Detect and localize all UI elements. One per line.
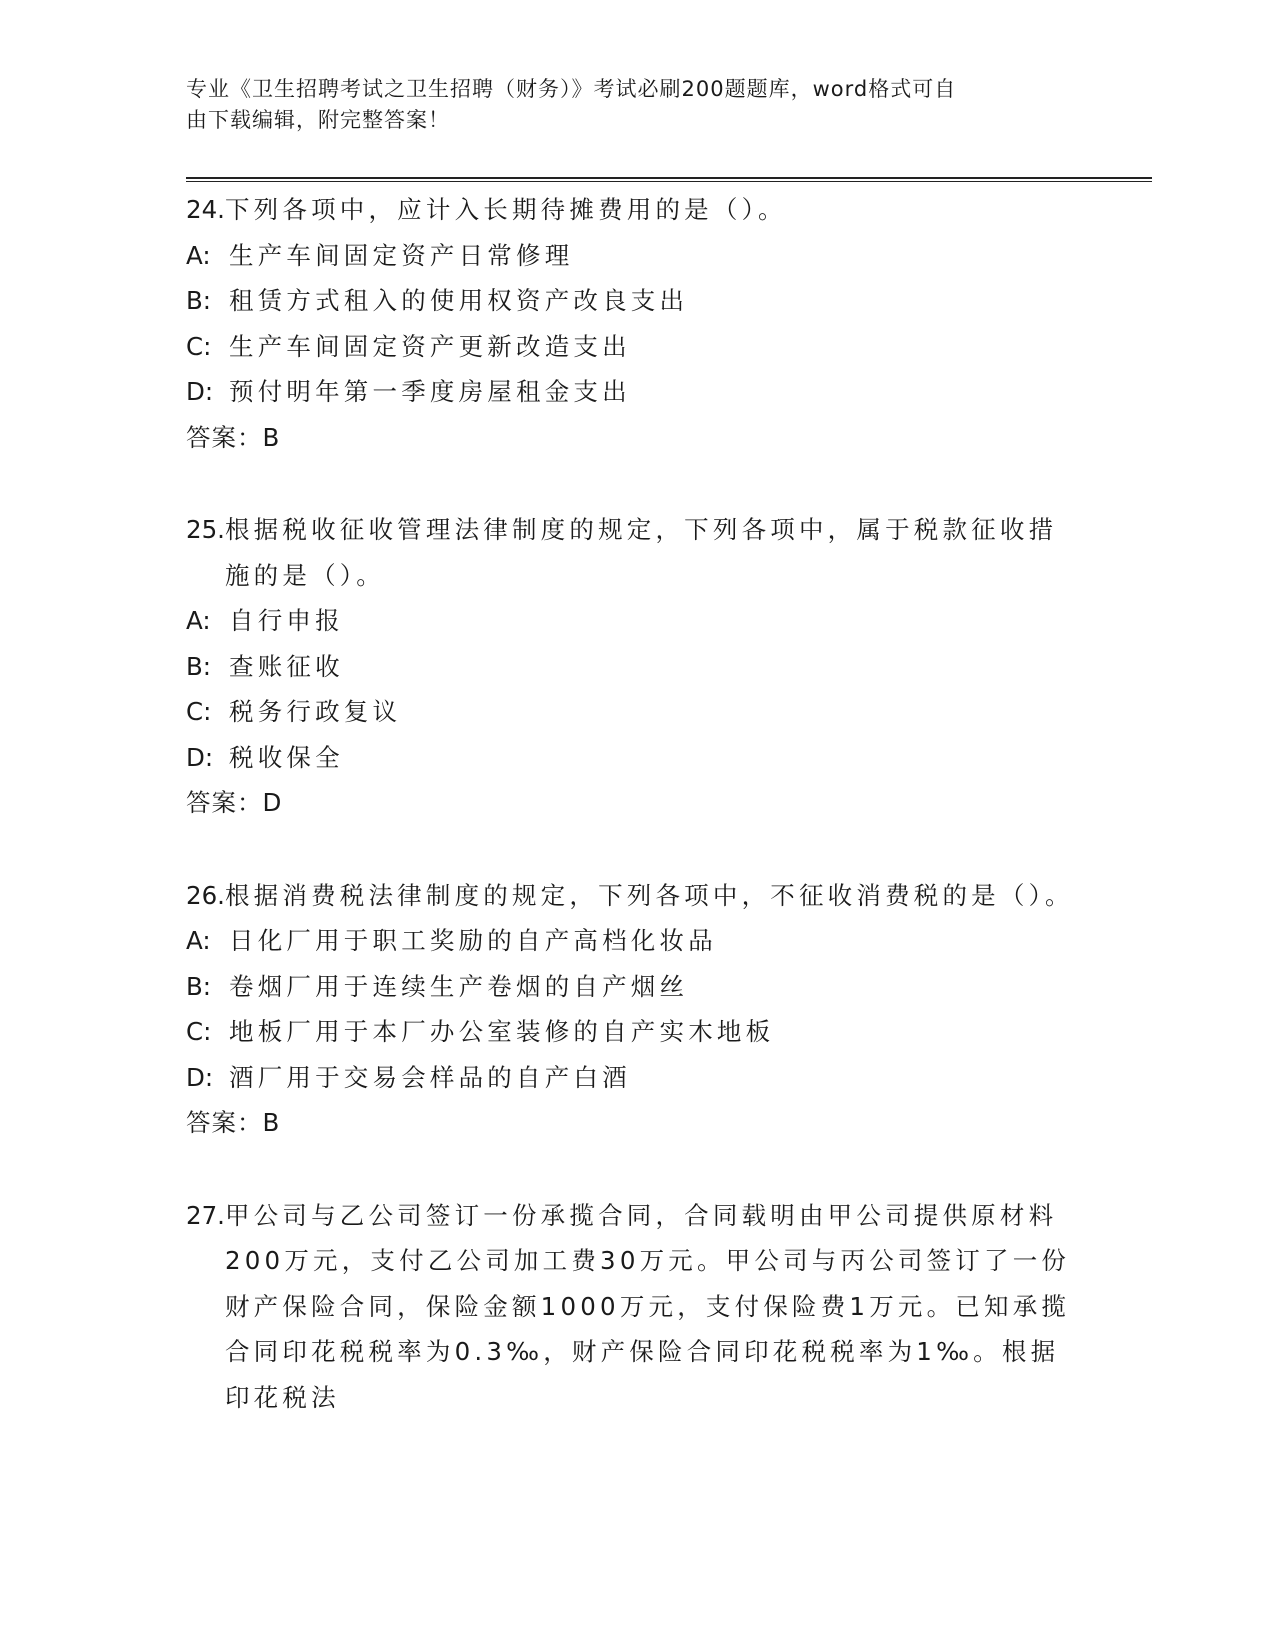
option-text: 卷烟厂用于连续生产卷烟的自产烟丝: [229, 971, 689, 1001]
page-header: [186, 74, 1086, 136]
answer-label: 答案：: [186, 1108, 263, 1137]
answer-label: 答案：: [186, 422, 263, 452]
question-number: 24.: [186, 195, 225, 224]
option-text: 生产车间固定资产更新改造支出: [229, 331, 631, 361]
option-a: [186, 598, 1076, 644]
answer-line: [186, 1100, 1076, 1146]
option-letter: C:: [186, 331, 212, 361]
option-a: [186, 918, 1076, 964]
option-text: 自行申报: [229, 606, 344, 635]
option-d: [186, 1055, 1076, 1101]
option-b: [186, 964, 1076, 1010]
option-text: 查账征收: [229, 651, 344, 681]
option-letter: B:: [186, 286, 212, 315]
question-stem: [186, 507, 1076, 598]
option-a: [186, 233, 1076, 279]
question-number: 26.: [186, 880, 225, 910]
option-text: 地板厂用于本厂办公室装修的自产实木地板: [229, 1017, 775, 1046]
question-stem: [186, 873, 1076, 919]
question-stem: [186, 187, 1076, 233]
option-text: 租赁方式租入的使用权资产改良支出: [229, 286, 689, 315]
question-25: [186, 507, 1076, 826]
option-c: [186, 324, 1076, 370]
question-list: [186, 187, 1076, 1467]
option-text: 日化厂用于职工奖励的自产高档化妆品: [229, 926, 717, 955]
option-d: [186, 369, 1076, 415]
option-letter: C:: [186, 697, 212, 726]
question-stem: [186, 1193, 1076, 1421]
option-c: [186, 689, 1076, 735]
option-text: 税务行政复议: [229, 697, 402, 726]
option-letter: D:: [186, 742, 214, 772]
option-letter: A:: [186, 606, 211, 635]
option-text: 生产车间固定资产日常修理: [229, 240, 574, 270]
answer-label: 答案：: [186, 788, 263, 817]
option-text: 预付明年第一季度房屋租金支出: [229, 377, 631, 406]
option-b: [186, 644, 1076, 690]
option-letter: B:: [186, 651, 212, 681]
option-c: [186, 1009, 1076, 1055]
answer-value: B: [262, 1108, 280, 1137]
option-letter: A:: [186, 240, 211, 270]
question-number: 27.: [186, 1200, 225, 1230]
answer-line: [186, 780, 1076, 826]
header-line-1: 专业《卫生招聘考试之卫生招聘（财务）》考试必刷200题题库，word格式可自: [186, 77, 957, 101]
answer-value: D: [262, 788, 282, 817]
option-text: 税收保全: [229, 742, 344, 772]
header-divider: [186, 177, 1152, 182]
option-letter: B:: [186, 971, 212, 1001]
option-text: 酒厂用于交易会样品的自产白酒: [229, 1062, 631, 1092]
question-text: 根据税收征收管理法律制度的规定，下列各项中，属于税款征收措施的是（）。: [224, 515, 1058, 590]
answer-line: [186, 415, 1076, 461]
question-24: [186, 187, 1076, 460]
question-text: 下列各项中，应计入长期待摊费用的是（）。: [224, 195, 787, 224]
question-text: 根据消费税法律制度的规定，下列各项中，不征收消费税的是（）。: [224, 880, 1074, 910]
option-b: [186, 278, 1076, 324]
option-letter: C:: [186, 1017, 212, 1046]
question-number: 25.: [186, 515, 225, 544]
header-line-2: 由下载编辑，附完整答案！: [186, 108, 450, 132]
question-26: [186, 873, 1076, 1146]
option-letter: D:: [186, 1062, 214, 1092]
question-27: [186, 1193, 1076, 1421]
question-text: 甲公司与乙公司签订一份承揽合同，合同载明由甲公司提供原材料200万元，支付乙公司加工费30万元。甲公司与丙公司签订了一份财产保险合同，保险金额1000万元，支付保险费1万元。已知承揽合同印花税税率为0.3‰，财产保险合同印花税税率为1‰。根据印花税法: [224, 1200, 1071, 1412]
option-d: [186, 735, 1076, 781]
answer-value: B: [262, 422, 280, 452]
option-letter: A:: [186, 926, 211, 955]
option-letter: D:: [186, 377, 214, 406]
